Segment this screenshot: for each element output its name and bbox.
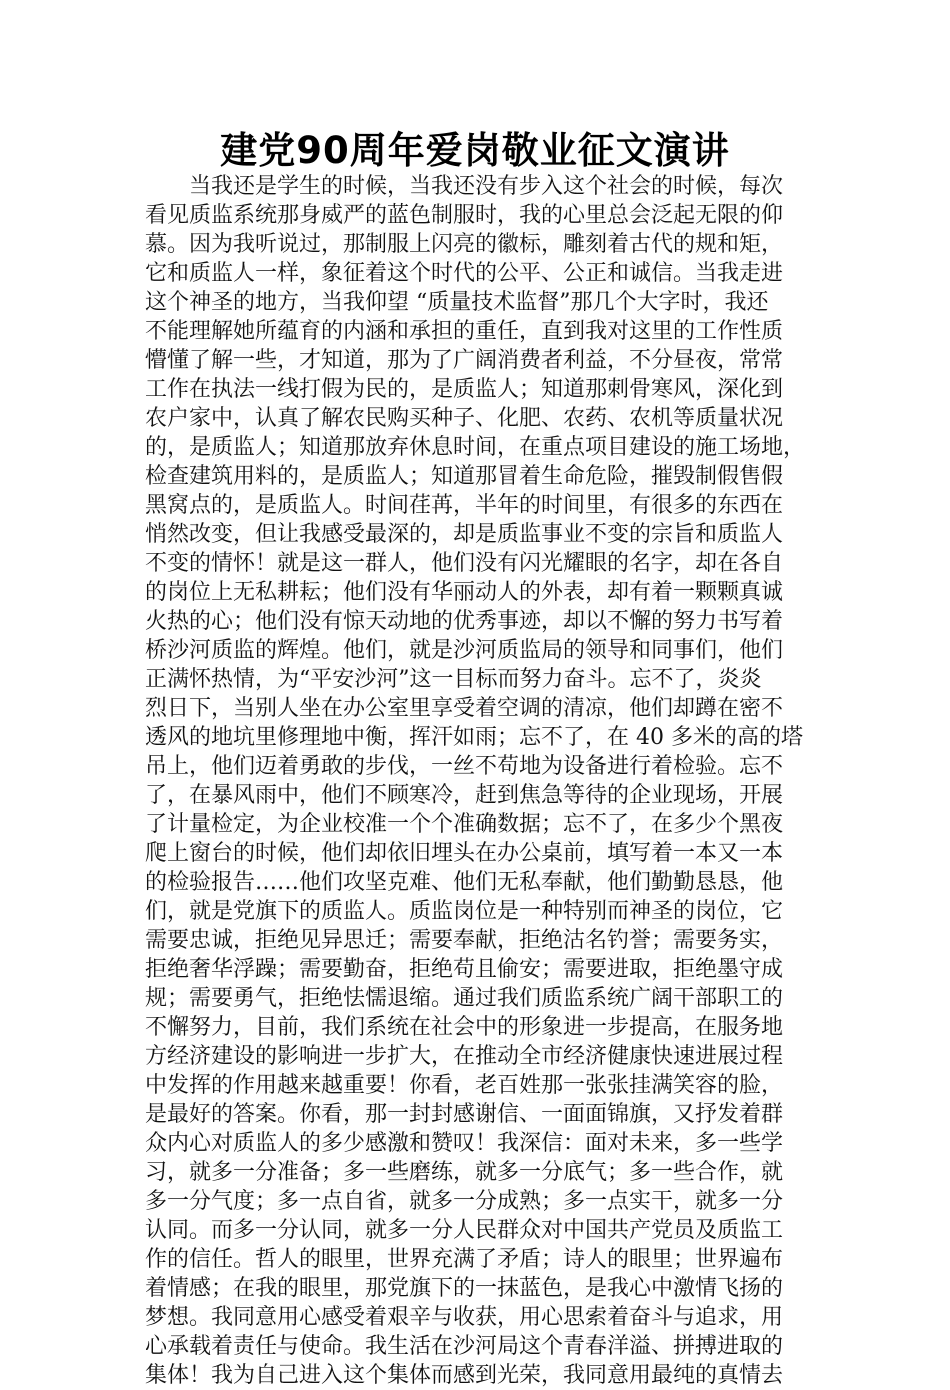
body-text-line: 懵懂了解一些，才知道，那为了广阔消费者利益，不分昼夜，常常 [145, 348, 784, 373]
document-body [145, 172, 810, 1390]
body-text-line: 方经济建设的影响进一步扩大，在推动全市经济健康快速进展过程 [145, 1044, 784, 1069]
body-text-line: 慕。因为我听说过，那制服上闪亮的徽标，雕刻着古代的规和矩， [145, 232, 784, 257]
body-text-line: 认同。而多一分认同，就多一分人民群众对中国共产党员及质监工 [145, 1218, 784, 1243]
body-text-line: 爬上窗台的时候，他们却依旧埋头在办公桌前，填写着一本又一本 [145, 841, 784, 866]
body-text-line: 了，在暴风雨中，他们不顾寒冷，赶到焦急等待的企业现场，开展 [145, 783, 784, 808]
body-text-line: 透风的地坑里修理地中衡，挥汗如雨；忘不了，在 40 多米的高的塔 [145, 725, 803, 750]
body-text-line: 这个神圣的地方，当我仰望 “质量技术监督”那几个大字时，我还 [145, 290, 769, 315]
body-text-line: 工作在执法一线打假为民的，是质监人；知道那刺骨寒风，深化到 [145, 377, 784, 402]
body-text-line: 的岗位上无私耕耘；他们没有华丽动人的外表，却有着一颗颗真诚 [145, 580, 784, 605]
body-text-line: 了计量检定，为企业校准一个个准确数据；忘不了，在多少个黑夜 [145, 812, 784, 837]
document-title: 建党90周年爱岗敬业征文演讲 [220, 129, 730, 172]
body-text-line: 集体！我为自己进入这个集体而感到光荣，我同意用最纯的真情去 [145, 1363, 784, 1388]
body-text-line: 不变的情怀！就是这一群人，他们没有闪光耀眼的名字，却在各自 [145, 551, 784, 576]
body-text-line: 多一分气度；多一点自省，就多一分成熟；多一点实干，就多一分 [145, 1189, 784, 1214]
body-text-line: 着情感；在我的眼里，那党旗下的一抹蓝色，是我心中激情飞扬的 [145, 1276, 784, 1301]
body-text-line: 是最好的答案。你看，那一封封感谢信、一面面锦旗，又抒发着群 [145, 1102, 784, 1127]
body-text-line: 烈日下，当别人坐在办公室里享受着空调的清凉，他们却蹲在密不 [145, 696, 784, 721]
body-text-line: 的检验报告……他们攻坚克难、他们无私奉献，他们勤勤恳恳，他 [145, 870, 784, 895]
body-text-line: 桥沙河质监的辉煌。他们，就是沙河质监局的领导和同事们，他们 [145, 638, 784, 663]
body-text-line: 心承载着责任与使命。我生活在沙河局这个青春洋溢、拼搏进取的 [145, 1334, 784, 1359]
body-text-line: 火热的心；他们没有惊天动地的优秀事迹，却以不懈的努力书写着 [145, 609, 784, 634]
body-text-line: 当我还是学生的时候，当我还没有步入这个社会的时候，每次 [145, 174, 784, 199]
body-text-line: 习，就多一分准备；多一些磨练，就多一分底气；多一些合作，就 [145, 1160, 784, 1185]
body-text-line: 中发挥的作用越来越重要！你看，老百姓那一张张挂满笑容的脸， [145, 1073, 784, 1098]
body-text-line: 众内心对质监人的多少感激和赞叹！我深信：面对未来，多一些学 [145, 1131, 784, 1156]
body-text-line: 的，是质监人；知道那放弃休息时间，在重点项目建设的施工场地， [145, 435, 806, 460]
body-text-line: 梦想。我同意用心感受着艰辛与收获，用心思索着奋斗与追求，用 [145, 1305, 784, 1330]
body-text-line: 它和质监人一样，象征着这个时代的公平、公正和诚信。当我走进 [145, 261, 784, 286]
body-text-line: 吊上，他们迈着勇敢的步伐，一丝不苟地为设备进行着检验。忘不 [145, 754, 784, 779]
body-text-line: 看见质监系统那身威严的蓝色制服时，我的心里总会泛起无限的仰 [145, 203, 784, 228]
body-text-line: 悄然改变，但让我感受最深的，却是质监事业不变的宗旨和质监人 [145, 522, 784, 547]
body-text-line: 农户家中，认真了解农民购买种子、化肥、农药、农机等质量状况 [145, 406, 784, 431]
body-text-line: 检查建筑用料的，是质监人；知道那冒着生命危险，摧毁制假售假 [145, 464, 784, 489]
body-text-line: 不懈努力，目前，我们系统在社会中的形象进一步提高，在服务地 [145, 1015, 784, 1040]
body-text-line: 正满怀热情，为“平安沙河”这一目标而努力奋斗。忘不了，炎炎 [145, 667, 762, 692]
body-text-line: 不能理解她所蕴育的内涵和承担的重任，直到我对这里的工作性质 [145, 319, 784, 344]
body-text-line: 需要忠诚，拒绝见异思迁；需要奉献，拒绝沽名钓誉；需要务实， [145, 928, 784, 953]
body-text-line: 拒绝奢华浮躁；需要勤奋，拒绝苟且偷安；需要进取，拒绝墨守成 [145, 957, 784, 982]
body-text-line: 们，就是党旗下的质监人。质监岗位是一种特别而神圣的岗位，它 [145, 899, 784, 924]
body-text-line: 黑窝点的，是质监人。时间荏苒，半年的时间里，有很多的东西在 [145, 493, 784, 518]
body-text-line: 规；需要勇气，拒绝怯懦退缩。通过我们质监系统广阔干部职工的 [145, 986, 784, 1011]
body-text-line: 作的信任。哲人的眼里，世界充满了矛盾；诗人的眼里；世界遍布 [145, 1247, 784, 1272]
